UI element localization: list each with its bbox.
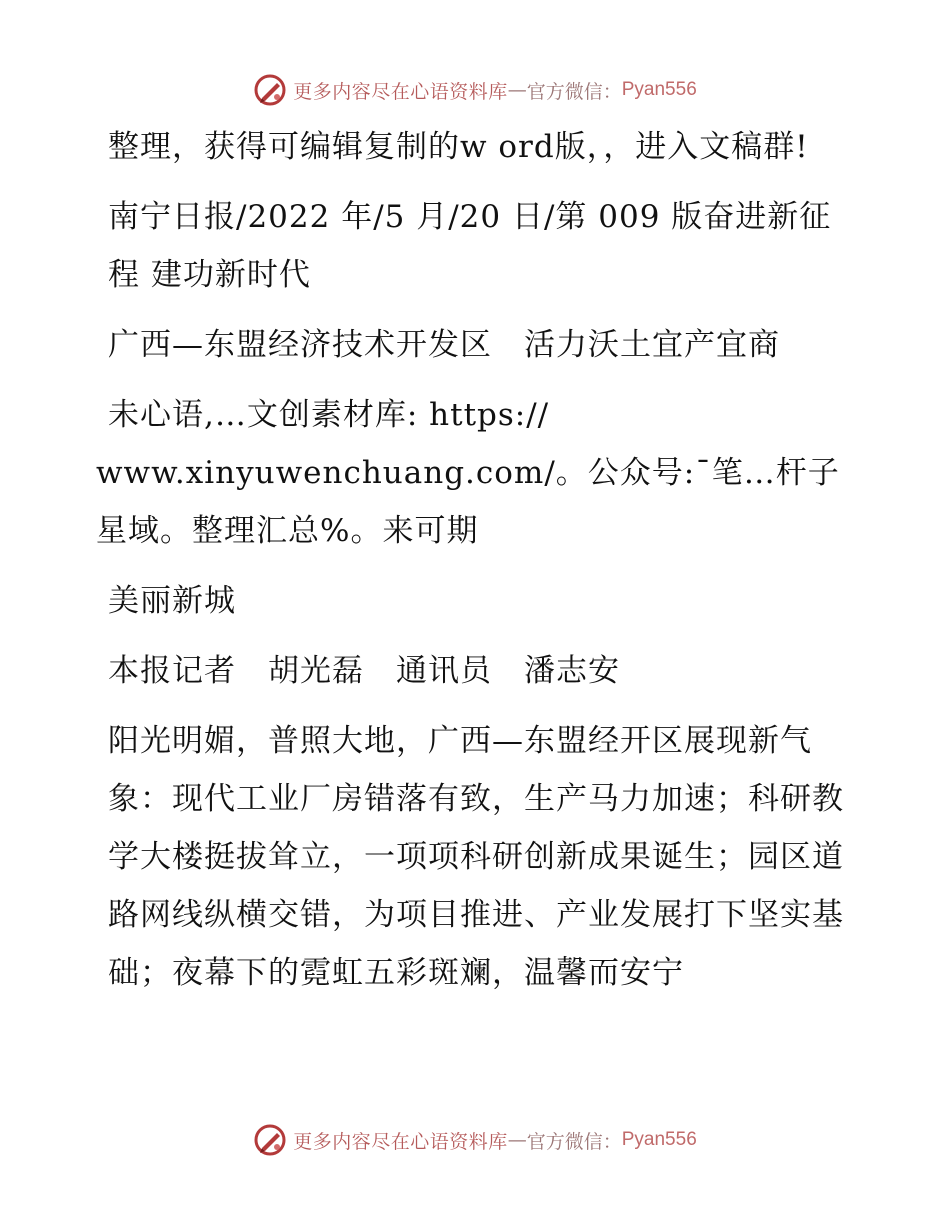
banner-wechat-id: Pyan556 [621, 1129, 697, 1150]
banner-sub: 官方微信： [526, 1130, 622, 1153]
paragraph-headline: 广西—东盟经济技术开发区 活力沃土宜产宜商 [108, 327, 780, 363]
document-body [96, 118, 856, 1014]
pen-logo-icon [253, 1123, 287, 1157]
paragraph-source: 南宁日报/2022 年/5 月/20 日/第 009 版奋进新征程 建功新时代 [108, 199, 832, 293]
banner-dash: — [507, 1129, 527, 1151]
banner-dash: — [507, 79, 527, 101]
paragraph-promo-line2: www.xinyuwenchuang.com/。公众号:¯笔…杆子星域。整理汇总%。来可期 [96, 455, 840, 549]
banner-sub: 官方微信： [526, 80, 622, 103]
header-banner [0, 70, 950, 110]
pen-logo-icon [253, 73, 287, 107]
footer-banner [0, 1120, 950, 1160]
paragraph-body: 阳光明媚，普照大地，广西—东盟经开区展现新气象：现代工业厂房错落有致，生产马力加速；科研教学大楼挺拔耸立，一项项科研创新成果诞生；园区道路网线纵横交错，为项目推进、产业发展打下坚实基础；夜幕下的霓虹五彩斑斓，温馨而安宁 [108, 723, 844, 991]
paragraph-subtitle: 美丽新城 [108, 583, 236, 619]
banner-text: 更多内容尽在心语资料库 [293, 1130, 508, 1153]
paragraph-promo-line1: 未心语,…文创素材库: https:// [108, 397, 550, 433]
banner-text: 更多内容尽在心语资料库 [293, 80, 508, 103]
banner-wechat-id: Pyan556 [621, 79, 697, 100]
paragraph-intro: 整理，获得可编辑复制的w ord版，，进入文稿群! [108, 129, 809, 165]
paragraph-byline: 本报记者 胡光磊 通讯员 潘志安 [108, 653, 620, 689]
